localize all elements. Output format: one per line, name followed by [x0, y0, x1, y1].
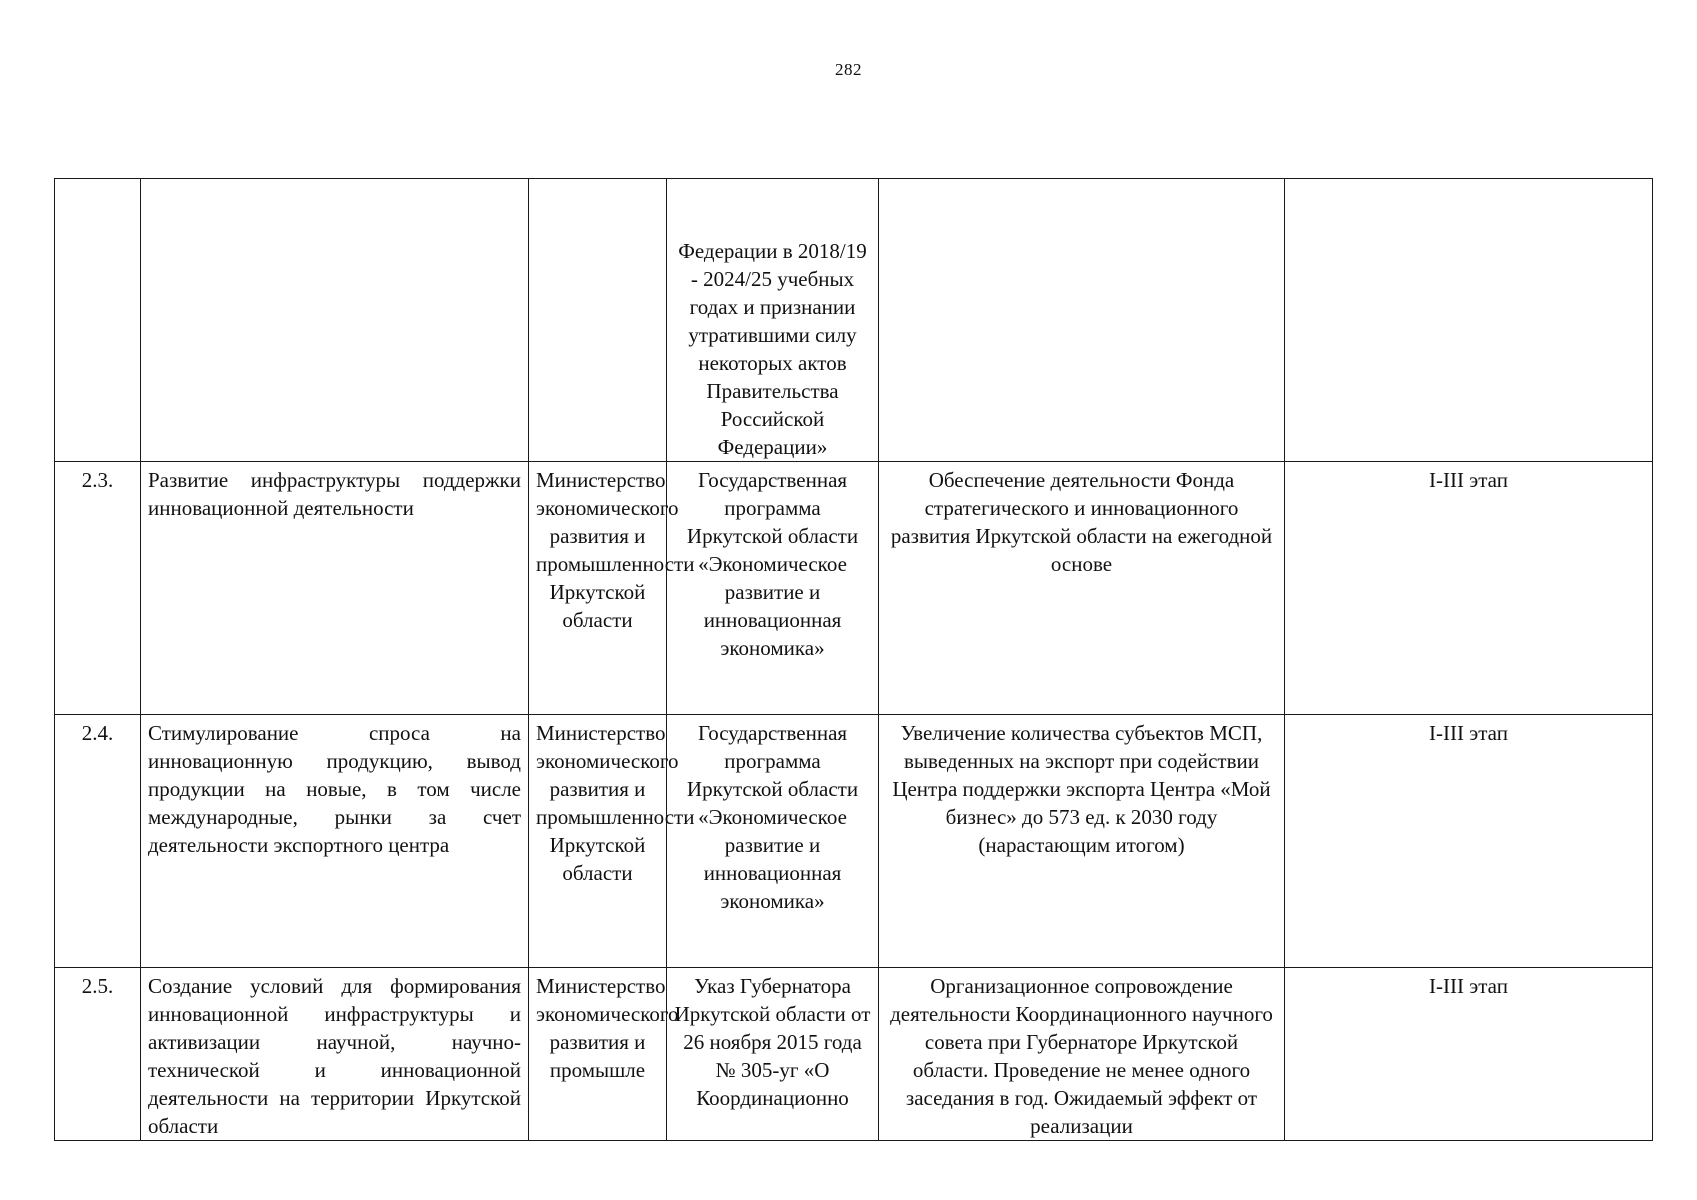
stage-cell: I-III этап [1285, 462, 1653, 715]
responsible-text: Министерство экономического развития и промышле [536, 974, 679, 1082]
table-row [55, 968, 1653, 1141]
legal-basis-cell: Федерации в 2018/19 - 2024/25 учебных годах и признании утратившими силу некоторых актов Правительства Российской Федерации» [667, 179, 879, 462]
responsible-cell [529, 179, 667, 462]
measure-name-cell [141, 968, 529, 1141]
measure-name-cell [141, 179, 529, 462]
stage-cell [1285, 179, 1653, 462]
row-number-cell: 2.4. [55, 715, 141, 968]
table-row [55, 715, 1653, 968]
row-number-cell: 2.3. [55, 462, 141, 715]
legal-basis-cell: Государственная программа Иркутской области «Экономическое развитие и инновационная экономика» [667, 462, 879, 715]
expected-result-cell: Обеспечение деятельности Фонда стратегического и инновационного развития Иркутской области на ежегодной основе [879, 462, 1285, 715]
legal-basis-text: Указ Губернатора Иркутской области от 26 ноября 2015 года № 305-уг «О Координационно [674, 974, 871, 1110]
legal-basis-cell: Государственная программа Иркутской области «Экономическое развитие и инновационная экономика» [667, 715, 879, 968]
row-number-cell [55, 179, 141, 462]
measure-name-cell: Развитие инфраструктуры поддержки инновационной деятельности [141, 462, 529, 715]
table-row [55, 179, 1653, 462]
responsible-cell [529, 968, 679, 1141]
table-row [55, 462, 1653, 715]
measures-table [54, 178, 1653, 1141]
measure-name-cell: Стимулирование спроса на инновационную продукцию, вывод продукции на новые, в том числе международные, рынки за счет деятельности экспортного центра [141, 715, 529, 968]
expected-result-cell [879, 968, 1285, 1141]
expected-result-cell [879, 179, 1285, 462]
legal-basis-cell [667, 968, 879, 1141]
expected-result-text: Организационное сопровождение деятельности Координационного научного совета при Губернаторе Иркутской области. Проведение не менее одного заседания в год. Ожидаемый эффект от реализации [890, 974, 1273, 1138]
expected-result-cell: Увеличение количества субъектов МСП, выведенных на экспорт при содействии Центра поддержки экспорта Центра «Мой бизнес» до 573 ед. к 2030 году (нарастающим итогом) [879, 715, 1285, 968]
measure-name-text: Создание условий для формирования инновационной инфраструктуры и активизации научной, научно-технической и инновационной деятельности на территории Иркутской области [148, 974, 521, 1138]
row-number-cell: 2.5. [55, 968, 141, 1141]
page-number: 282 [835, 60, 862, 79]
stage-cell: I-III этап [1285, 715, 1653, 968]
responsible-cell: Министерство экономического развития и промышленности Иркутской области [529, 462, 667, 715]
responsible-cell: Министерство экономического развития и промышленности Иркутской области [529, 715, 667, 968]
stage-cell: I-III этап [1285, 968, 1653, 1141]
